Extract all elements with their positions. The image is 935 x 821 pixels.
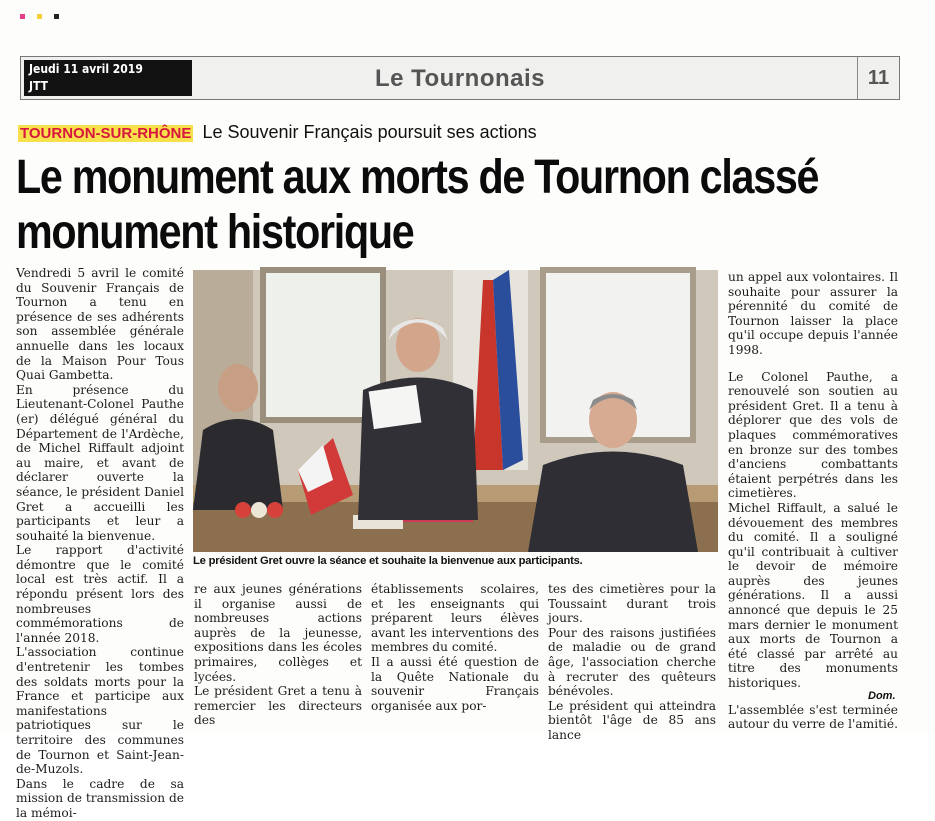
headline-line-2: monument historique xyxy=(16,206,414,259)
yellow-mark xyxy=(37,14,42,19)
page-header xyxy=(20,56,900,100)
print-color-marks xyxy=(20,14,59,19)
paragraph: L'association continue d'entretenir les tombes des soldats morts pour la France et participe aux manifestations patriotiques sur le territoire des communes de Tournon et Saint-Jean-de-Muzols. xyxy=(16,645,184,777)
paragraph: Pour des raisons justifiées de maladie ou de grand âge, l'association cherche à recruter des quêteurs bénévoles. xyxy=(548,625,716,699)
article-column-1 xyxy=(16,266,184,821)
paragraph: Dans le cadre de sa mission de transmission de la mémoi- xyxy=(16,776,184,820)
photo-caption: Le président Gret ouvre la séance et souhaite la bienvenue aux participants. xyxy=(193,555,583,567)
article-column-right xyxy=(728,270,898,732)
paragraph: un appel aux volontaires. Il souhaite pour assurer la pérennité du comité de Tournon laisser la place qu'il occupe depuis l'année 1998. xyxy=(728,270,898,357)
kicker xyxy=(18,122,537,143)
kicker-place: TOURNON-SUR-RHÔNE xyxy=(20,125,192,142)
article-column-3 xyxy=(371,582,539,713)
issue-date: Jeudi 11 avril 2019 xyxy=(29,62,143,76)
article-headline xyxy=(16,150,819,260)
paragraph: L'assemblée s'est terminée autour du verre de l'amitié. xyxy=(728,702,899,732)
article-column-2 xyxy=(194,582,362,728)
paragraph: Vendredi 5 avril le comité du Souvenir Français de Tournon a tenu en présence de ses adhérents son assemblée générale annuelle dans les locaux de la Maison Pour Tous Quai Gambetta. xyxy=(16,266,184,383)
paragraph: Le Colonel Pauthe, a renouvelé son soutien au président Gret. Il a tenu à déplorer que des vols de plaques commémoratives en bronze sur des tombes d'anciens combattants étaient perpétrés dans les cimetières. xyxy=(728,369,898,501)
magenta-mark xyxy=(20,14,25,19)
headline-line-1: Le monument aux morts de Tournon classé xyxy=(16,151,819,204)
article-column-4 xyxy=(548,582,716,743)
paragraph: re aux jeunes générations il organise aussi de nombreuses actions auprès de la jeunesse, expositions dans les écoles primaires, collèges et lycées. xyxy=(194,582,362,684)
kicker-subtitle: Le Souvenir Français poursuit ses actions xyxy=(202,122,537,142)
author-signature: Dom. xyxy=(868,690,896,702)
page-number: 11 xyxy=(857,57,899,99)
paragraph: En présence du Lieutenant-Colonel Pauthe (er) délégué général du Département de l'Ardèche, de Michel Riffault adjoint au maire, et avant de déclarer ouverte la séance, le président Daniel Gret a accueilli les participants et leur a souhaité la bienvenue. xyxy=(16,382,184,543)
paragraph: tes des cimetières pour la Toussaint durant trois jours. xyxy=(548,582,716,626)
paragraph: Il a aussi été question de la Quête Nationale du souvenir Français organisée aux por- xyxy=(371,654,539,713)
article-photo xyxy=(193,270,718,552)
edition-name: JTT xyxy=(29,79,49,93)
paragraph: Michel Riffault, a salué le dévouement des membres du comité. Il a souligné qu'il contribuait à cultiver le devoir de mémoire auprès des jeunes générations. Il a aussi annoncé que depuis le 25 mars dernier le monument aux morts de Tournon a été classé par arrêté au titre des monuments historiques. xyxy=(728,500,898,691)
meeting-photo-illustration xyxy=(193,270,718,552)
paragraph: Le rapport d'activité démontre que le comité local est très actif. Il a répondu présent lors des nombreuses commémorations de l'année 2018. xyxy=(16,543,184,645)
section-title: Le Tournonais xyxy=(374,65,546,92)
paragraph: Le président Gret a tenu à remercier les directeurs des xyxy=(194,684,362,728)
black-mark xyxy=(54,14,59,19)
paragraph: Le président qui atteindra bientôt l'âge de 85 ans lance xyxy=(548,698,716,742)
paragraph: établissements scolaires, et les enseignants qui préparent leurs élèves avant les interventions des membres du comité. xyxy=(371,582,539,655)
